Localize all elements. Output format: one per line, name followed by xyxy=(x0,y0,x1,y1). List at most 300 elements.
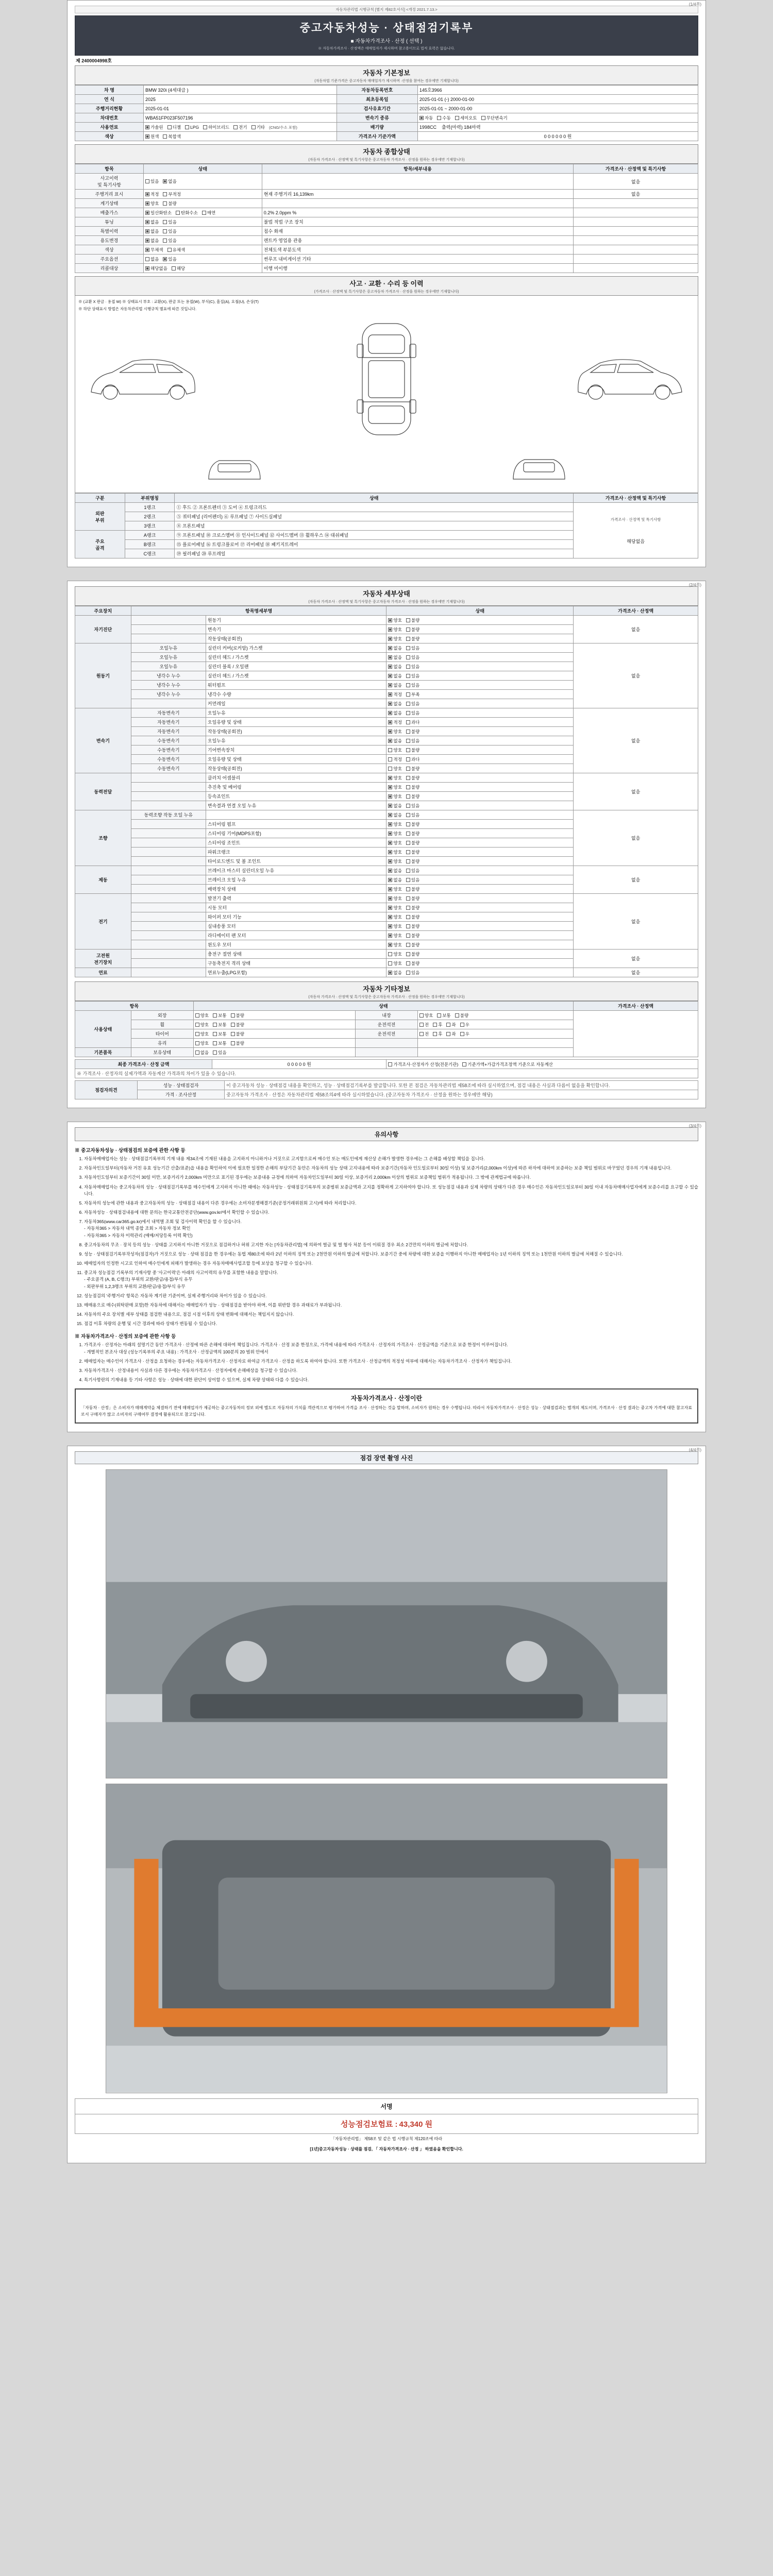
checkbox-option[interactable] xyxy=(388,905,401,911)
checkbox-icon[interactable] xyxy=(145,192,149,196)
checkbox-option[interactable] xyxy=(195,1040,209,1046)
checkbox-option[interactable] xyxy=(388,728,401,735)
checkbox-option[interactable] xyxy=(213,1031,226,1037)
checkbox-icon[interactable] xyxy=(388,637,392,641)
checkbox-icon[interactable] xyxy=(462,1062,466,1066)
checkbox-option[interactable] xyxy=(145,228,159,234)
checkbox-icon[interactable] xyxy=(406,720,410,724)
detail-item-options[interactable] xyxy=(386,764,574,773)
checkbox-option[interactable] xyxy=(145,133,159,140)
checkbox-icon[interactable] xyxy=(163,220,167,224)
checkbox-icon[interactable] xyxy=(388,971,392,975)
checkbox-icon[interactable] xyxy=(419,1013,424,1018)
checkbox-icon[interactable] xyxy=(195,1032,199,1036)
checkbox-option[interactable] xyxy=(202,210,215,216)
etc-item-options[interactable] xyxy=(193,1048,355,1057)
checkbox-icon[interactable] xyxy=(388,683,392,687)
etc-item-options[interactable] xyxy=(193,1020,355,1029)
checkbox-icon[interactable] xyxy=(406,924,410,928)
checkbox-option[interactable] xyxy=(406,821,419,827)
checkbox-option[interactable] xyxy=(388,951,401,957)
checkbox-option[interactable] xyxy=(460,1031,469,1037)
checkbox-option[interactable] xyxy=(388,645,401,651)
checkbox-icon[interactable] xyxy=(406,767,410,771)
checkbox-option[interactable] xyxy=(195,1049,209,1056)
checkbox-icon[interactable] xyxy=(213,1041,217,1045)
detail-item-options[interactable] xyxy=(386,866,574,875)
checkbox-icon[interactable] xyxy=(406,804,410,808)
checkbox-option[interactable] xyxy=(446,1031,456,1037)
etc-item-options[interactable] xyxy=(193,1011,355,1020)
checkbox-icon[interactable] xyxy=(406,813,410,817)
checkbox-option[interactable] xyxy=(388,747,401,753)
checkbox-icon[interactable] xyxy=(167,248,172,252)
checkbox-icon[interactable] xyxy=(167,125,172,129)
checkbox-option[interactable] xyxy=(388,784,401,790)
checkbox-icon[interactable] xyxy=(388,655,392,659)
overall-item-options[interactable] xyxy=(143,236,262,245)
checkbox-option[interactable] xyxy=(437,115,450,121)
checkbox-option[interactable] xyxy=(406,970,419,976)
final-price-options[interactable] xyxy=(386,1060,698,1069)
checkbox-option[interactable] xyxy=(176,210,198,216)
checkbox-option[interactable] xyxy=(455,1012,468,1019)
checkbox-icon[interactable] xyxy=(406,637,410,641)
detail-item-options[interactable] xyxy=(386,912,574,922)
checkbox-option[interactable] xyxy=(455,115,477,121)
checkbox-icon[interactable] xyxy=(388,665,392,669)
checkbox-option[interactable] xyxy=(406,645,419,651)
checkbox-option[interactable] xyxy=(388,701,401,707)
checkbox-icon[interactable] xyxy=(388,822,392,826)
checkbox-icon[interactable] xyxy=(388,887,392,891)
detail-item-options[interactable] xyxy=(386,745,574,755)
checkbox-option[interactable] xyxy=(406,886,419,892)
checkbox-option[interactable] xyxy=(462,1061,553,1067)
checkbox-icon[interactable] xyxy=(406,850,410,854)
checkbox-option[interactable] xyxy=(433,1031,442,1037)
etc-item-options[interactable] xyxy=(193,1029,355,1039)
checkbox-option[interactable] xyxy=(163,178,176,184)
etc-item-options-2[interactable] xyxy=(417,1029,573,1039)
checkbox-option[interactable] xyxy=(388,840,401,846)
checkbox-icon[interactable] xyxy=(213,1023,217,1027)
checkbox-icon[interactable] xyxy=(433,1023,437,1027)
checkbox-icon[interactable] xyxy=(406,841,410,845)
checkbox-option[interactable] xyxy=(406,960,419,967)
checkbox-icon[interactable] xyxy=(406,906,410,910)
checkbox-icon[interactable] xyxy=(406,628,410,632)
checkbox-icon[interactable] xyxy=(388,618,392,622)
checkbox-option[interactable] xyxy=(406,942,419,948)
checkbox-option[interactable] xyxy=(419,1031,429,1037)
checkbox-icon[interactable] xyxy=(406,952,410,956)
checkbox-option[interactable] xyxy=(145,219,159,225)
checkbox-option[interactable] xyxy=(163,191,181,197)
checkbox-option[interactable] xyxy=(406,868,419,874)
checkbox-option[interactable] xyxy=(388,664,401,670)
checkbox-option[interactable] xyxy=(213,1040,226,1046)
checkbox-option[interactable] xyxy=(406,654,419,660)
checkbox-icon[interactable] xyxy=(406,961,410,965)
detail-item-options[interactable] xyxy=(386,894,574,903)
checkbox-icon[interactable] xyxy=(145,239,149,243)
detail-item-options[interactable] xyxy=(386,699,574,708)
checkbox-option[interactable] xyxy=(163,200,176,207)
checkbox-icon[interactable] xyxy=(388,869,392,873)
detail-item-options[interactable] xyxy=(386,681,574,690)
checkbox-option[interactable] xyxy=(185,125,199,130)
checkbox-option[interactable] xyxy=(406,738,419,744)
checkbox-option[interactable] xyxy=(145,124,163,130)
checkbox-icon[interactable] xyxy=(388,757,392,761)
detail-item-options[interactable] xyxy=(386,736,574,745)
checkbox-icon[interactable] xyxy=(406,757,410,761)
checkbox-option[interactable] xyxy=(406,933,419,939)
checkbox-option[interactable] xyxy=(388,710,401,716)
checkbox-icon[interactable] xyxy=(388,915,392,919)
overall-item-options[interactable] xyxy=(143,217,262,227)
checkbox-option[interactable] xyxy=(406,691,419,698)
checkbox-option[interactable] xyxy=(406,701,419,707)
checkbox-option[interactable] xyxy=(145,200,159,207)
checkbox-option[interactable] xyxy=(406,682,419,688)
checkbox-icon[interactable] xyxy=(406,943,410,947)
detail-item-options[interactable] xyxy=(386,616,574,625)
checkbox-option[interactable] xyxy=(419,1022,429,1028)
checkbox-option[interactable] xyxy=(145,238,159,244)
color-options[interactable] xyxy=(143,132,337,141)
checkbox-icon[interactable] xyxy=(406,646,410,650)
checkbox-option[interactable] xyxy=(172,265,185,272)
checkbox-option[interactable] xyxy=(195,1031,209,1037)
checkbox-option[interactable] xyxy=(406,803,419,809)
checkbox-option[interactable] xyxy=(388,626,401,633)
checkbox-icon[interactable] xyxy=(145,125,149,129)
checkbox-icon[interactable] xyxy=(406,859,410,863)
checkbox-icon[interactable] xyxy=(419,116,424,120)
checkbox-icon[interactable] xyxy=(406,711,410,715)
checkbox-icon[interactable] xyxy=(406,832,410,836)
checkbox-icon[interactable] xyxy=(388,943,392,947)
checkbox-option[interactable] xyxy=(388,793,401,800)
checkbox-icon[interactable] xyxy=(195,1023,199,1027)
detail-item-options[interactable] xyxy=(386,959,574,968)
overall-item-options[interactable] xyxy=(143,264,262,273)
checkbox-option[interactable] xyxy=(406,849,419,855)
checkbox-option[interactable] xyxy=(388,877,401,883)
checkbox-icon[interactable] xyxy=(203,125,207,129)
checkbox-option[interactable] xyxy=(388,821,401,827)
checkbox-option[interactable] xyxy=(388,803,401,809)
checkbox-icon[interactable] xyxy=(406,665,410,669)
checkbox-icon[interactable] xyxy=(460,1023,464,1027)
checkbox-option[interactable] xyxy=(406,812,419,818)
checkbox-option[interactable] xyxy=(195,1022,209,1028)
checkbox-icon[interactable] xyxy=(406,878,410,882)
checkbox-icon[interactable] xyxy=(213,1050,217,1055)
checkbox-option[interactable] xyxy=(145,247,163,253)
checkbox-icon[interactable] xyxy=(231,1041,235,1045)
checkbox-icon[interactable] xyxy=(388,1062,392,1066)
checkbox-option[interactable] xyxy=(388,895,401,902)
checkbox-icon[interactable] xyxy=(163,179,167,183)
checkbox-icon[interactable] xyxy=(406,674,410,678)
checkbox-icon[interactable] xyxy=(145,179,149,183)
checkbox-icon[interactable] xyxy=(172,266,176,270)
checkbox-option[interactable] xyxy=(419,115,433,121)
checkbox-icon[interactable] xyxy=(145,248,149,252)
checkbox-option[interactable] xyxy=(145,265,167,272)
checkbox-icon[interactable] xyxy=(176,211,180,215)
checkbox-option[interactable] xyxy=(388,923,401,929)
checkbox-option[interactable] xyxy=(163,133,181,140)
checkbox-icon[interactable] xyxy=(388,628,392,632)
checkbox-option[interactable] xyxy=(388,914,401,920)
checkbox-icon[interactable] xyxy=(388,906,392,910)
detail-item-options[interactable] xyxy=(386,690,574,699)
checkbox-option[interactable] xyxy=(388,719,401,725)
checkbox-icon[interactable] xyxy=(195,1050,199,1055)
detail-item-options[interactable] xyxy=(386,792,574,801)
checkbox-option[interactable] xyxy=(388,886,401,892)
detail-item-options[interactable] xyxy=(386,801,574,810)
checkbox-icon[interactable] xyxy=(433,1032,437,1036)
checkbox-icon[interactable] xyxy=(388,841,392,845)
checkbox-option[interactable] xyxy=(388,636,401,642)
checkbox-option[interactable] xyxy=(406,951,419,957)
detail-item-options[interactable] xyxy=(386,810,574,820)
detail-item-options[interactable] xyxy=(386,903,574,912)
checkbox-option[interactable] xyxy=(406,840,419,846)
checkbox-option[interactable] xyxy=(388,942,401,948)
detail-item-options[interactable] xyxy=(386,755,574,764)
checkbox-icon[interactable] xyxy=(388,711,392,715)
checkbox-option[interactable] xyxy=(213,1049,226,1056)
overall-item-options[interactable] xyxy=(143,208,262,217)
checkbox-icon[interactable] xyxy=(233,125,238,129)
checkbox-icon[interactable] xyxy=(388,692,392,697)
checkbox-option[interactable] xyxy=(145,191,159,197)
checkbox-icon[interactable] xyxy=(163,201,167,206)
overall-item-options[interactable] xyxy=(143,255,262,264)
checkbox-option[interactable] xyxy=(406,793,419,800)
checkbox-option[interactable] xyxy=(406,747,419,753)
transmission-options[interactable] xyxy=(417,113,698,123)
checkbox-icon[interactable] xyxy=(388,813,392,817)
checkbox-icon[interactable] xyxy=(406,971,410,975)
checkbox-option[interactable] xyxy=(388,849,401,855)
checkbox-icon[interactable] xyxy=(213,1032,217,1036)
checkbox-option[interactable] xyxy=(388,775,401,781)
checkbox-option[interactable] xyxy=(388,756,401,762)
checkbox-option[interactable] xyxy=(406,877,419,883)
etc-item-options-2[interactable] xyxy=(417,1020,573,1029)
checkbox-icon[interactable] xyxy=(145,201,149,206)
checkbox-option[interactable] xyxy=(388,738,401,744)
checkbox-option[interactable] xyxy=(481,115,508,121)
checkbox-icon[interactable] xyxy=(213,1013,217,1018)
checkbox-icon[interactable] xyxy=(388,952,392,956)
checkbox-option[interactable] xyxy=(163,238,176,244)
checkbox-icon[interactable] xyxy=(406,896,410,901)
detail-item-options[interactable] xyxy=(386,857,574,866)
checkbox-icon[interactable] xyxy=(195,1013,199,1018)
detail-item-options[interactable] xyxy=(386,950,574,959)
checkbox-option[interactable] xyxy=(406,617,419,623)
checkbox-option[interactable] xyxy=(163,228,176,234)
detail-item-options[interactable] xyxy=(386,931,574,940)
checkbox-icon[interactable] xyxy=(406,702,410,706)
checkbox-icon[interactable] xyxy=(388,961,392,965)
checkbox-icon[interactable] xyxy=(163,192,167,196)
checkbox-icon[interactable] xyxy=(388,776,392,780)
detail-item-options[interactable] xyxy=(386,848,574,857)
fuel-options[interactable] xyxy=(143,123,337,132)
checkbox-icon[interactable] xyxy=(145,211,149,215)
checkbox-option[interactable] xyxy=(388,682,401,688)
checkbox-option[interactable] xyxy=(167,247,186,253)
detail-item-options[interactable] xyxy=(386,783,574,792)
checkbox-icon[interactable] xyxy=(145,266,149,270)
checkbox-option[interactable] xyxy=(231,1012,244,1019)
checkbox-icon[interactable] xyxy=(455,116,459,120)
checkbox-icon[interactable] xyxy=(145,257,149,261)
checkbox-option[interactable] xyxy=(388,960,401,967)
checkbox-icon[interactable] xyxy=(406,822,410,826)
detail-item-options[interactable] xyxy=(386,625,574,634)
checkbox-icon[interactable] xyxy=(406,730,410,734)
checkbox-icon[interactable] xyxy=(406,683,410,687)
checkbox-option[interactable] xyxy=(460,1022,469,1028)
checkbox-option[interactable] xyxy=(406,626,419,633)
checkbox-icon[interactable] xyxy=(185,125,189,129)
overall-item-options[interactable] xyxy=(143,245,262,255)
checkbox-option[interactable] xyxy=(145,210,172,216)
detail-item-options[interactable] xyxy=(386,643,574,653)
detail-item-options[interactable] xyxy=(386,727,574,736)
checkbox-icon[interactable] xyxy=(388,794,392,799)
checkbox-icon[interactable] xyxy=(163,257,167,261)
checkbox-option[interactable] xyxy=(231,1031,244,1037)
checkbox-icon[interactable] xyxy=(388,850,392,854)
checkbox-option[interactable] xyxy=(231,1022,244,1028)
detail-item-options[interactable] xyxy=(386,838,574,848)
checkbox-option[interactable] xyxy=(406,905,419,911)
checkbox-icon[interactable] xyxy=(388,924,392,928)
checkbox-option[interactable] xyxy=(406,775,419,781)
detail-item-options[interactable] xyxy=(386,662,574,671)
checkbox-icon[interactable] xyxy=(406,692,410,697)
checkbox-icon[interactable] xyxy=(388,878,392,882)
detail-item-options[interactable] xyxy=(386,671,574,681)
checkbox-icon[interactable] xyxy=(406,915,410,919)
checkbox-option[interactable] xyxy=(419,1012,433,1019)
checkbox-option[interactable] xyxy=(251,124,265,130)
checkbox-option[interactable] xyxy=(388,970,401,976)
checkbox-option[interactable] xyxy=(406,923,419,929)
checkbox-option[interactable] xyxy=(406,784,419,790)
checkbox-icon[interactable] xyxy=(195,1041,199,1045)
checkbox-option[interactable] xyxy=(406,728,419,735)
checkbox-option[interactable] xyxy=(406,710,419,716)
etc-item-options-2[interactable] xyxy=(417,1039,573,1048)
checkbox-option[interactable] xyxy=(163,219,176,225)
detail-item-options[interactable] xyxy=(386,718,574,727)
checkbox-icon[interactable] xyxy=(251,125,256,129)
detail-item-options[interactable] xyxy=(386,829,574,838)
checkbox-option[interactable] xyxy=(406,636,419,642)
checkbox-icon[interactable] xyxy=(163,239,167,243)
checkbox-icon[interactable] xyxy=(406,887,410,891)
checkbox-icon[interactable] xyxy=(202,211,206,215)
checkbox-icon[interactable] xyxy=(388,859,392,863)
checkbox-option[interactable] xyxy=(145,256,159,262)
checkbox-option[interactable] xyxy=(388,673,401,679)
checkbox-option[interactable] xyxy=(406,831,419,837)
checkbox-icon[interactable] xyxy=(388,674,392,678)
checkbox-icon[interactable] xyxy=(437,116,441,120)
checkbox-option[interactable] xyxy=(406,766,419,772)
checkbox-icon[interactable] xyxy=(446,1023,450,1027)
detail-item-options[interactable] xyxy=(386,653,574,662)
checkbox-icon[interactable] xyxy=(406,748,410,752)
checkbox-icon[interactable] xyxy=(406,618,410,622)
checkbox-option[interactable] xyxy=(406,719,419,725)
checkbox-icon[interactable] xyxy=(406,869,410,873)
checkbox-icon[interactable] xyxy=(419,1032,424,1036)
detail-item-options[interactable] xyxy=(386,820,574,829)
checkbox-icon[interactable] xyxy=(388,720,392,724)
checkbox-icon[interactable] xyxy=(460,1032,464,1036)
checkbox-icon[interactable] xyxy=(388,730,392,734)
checkbox-option[interactable] xyxy=(406,664,419,670)
checkbox-icon[interactable] xyxy=(388,785,392,789)
checkbox-icon[interactable] xyxy=(388,832,392,836)
checkbox-option[interactable] xyxy=(446,1022,456,1028)
etc-item-options-2[interactable] xyxy=(417,1048,573,1057)
checkbox-icon[interactable] xyxy=(231,1032,235,1036)
checkbox-icon[interactable] xyxy=(388,767,392,771)
detail-item-options[interactable] xyxy=(386,968,574,977)
detail-item-options[interactable] xyxy=(386,708,574,718)
checkbox-icon[interactable] xyxy=(437,1013,441,1018)
checkbox-option[interactable] xyxy=(388,812,401,818)
checkbox-option[interactable] xyxy=(388,654,401,660)
etc-item-options-2[interactable] xyxy=(417,1011,573,1020)
detail-item-options[interactable] xyxy=(386,885,574,894)
overall-item-options[interactable] xyxy=(143,199,262,208)
overall-item-options[interactable] xyxy=(143,174,262,190)
checkbox-option[interactable] xyxy=(406,858,419,865)
checkbox-option[interactable] xyxy=(406,673,419,679)
checkbox-icon[interactable] xyxy=(419,1023,424,1027)
checkbox-option[interactable] xyxy=(167,124,181,130)
checkbox-icon[interactable] xyxy=(406,794,410,799)
checkbox-option[interactable] xyxy=(388,691,401,698)
checkbox-icon[interactable] xyxy=(388,646,392,650)
detail-item-options[interactable] xyxy=(386,940,574,950)
checkbox-icon[interactable] xyxy=(388,896,392,901)
checkbox-icon[interactable] xyxy=(145,220,149,224)
checkbox-icon[interactable] xyxy=(406,776,410,780)
checkbox-option[interactable] xyxy=(433,1022,442,1028)
checkbox-icon[interactable] xyxy=(406,739,410,743)
checkbox-option[interactable] xyxy=(203,124,229,130)
checkbox-icon[interactable] xyxy=(481,116,485,120)
checkbox-icon[interactable] xyxy=(145,229,149,233)
checkbox-icon[interactable] xyxy=(163,134,167,139)
